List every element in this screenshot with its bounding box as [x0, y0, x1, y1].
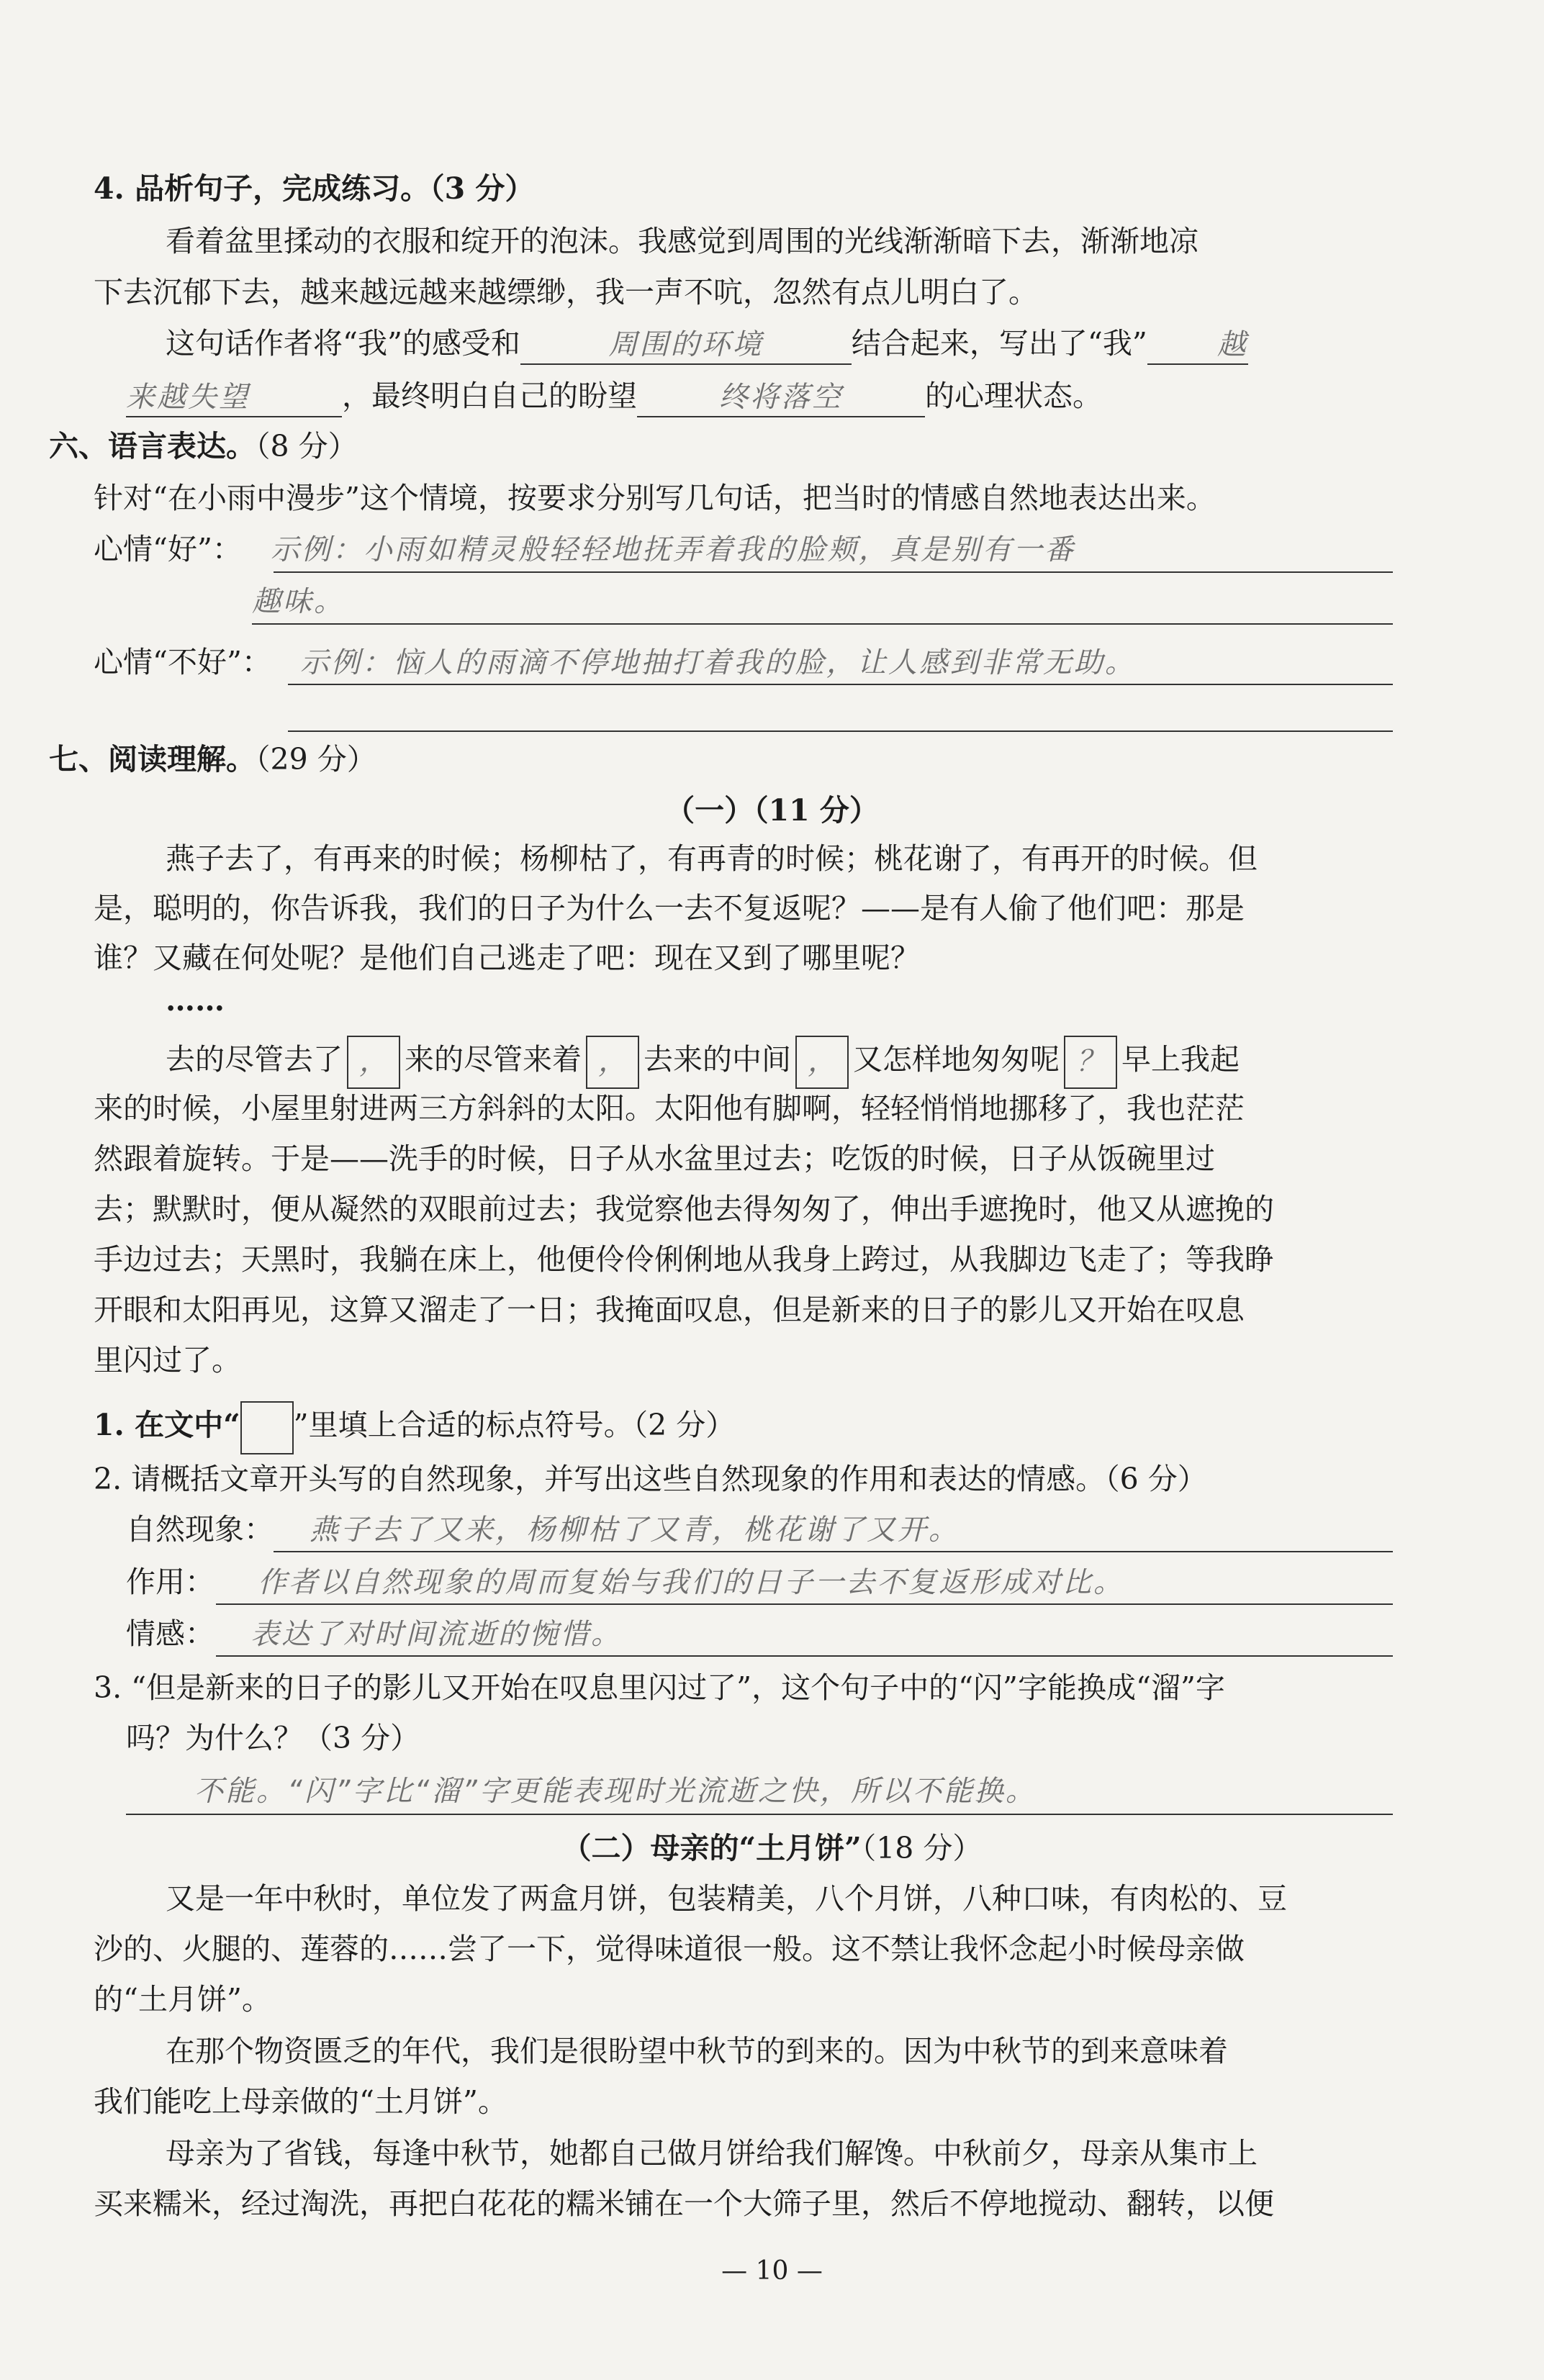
- q2-label: 自然现象：: [126, 1512, 274, 1547]
- passage-1-line: 开眼和太阳再见，这算又溜走了一日；我掩面叹息，但是新来的日子的影儿又开始在叹息: [94, 1293, 1245, 1327]
- handwritten-answer: 周围的环境: [608, 328, 764, 361]
- passage-text: 又怎样地匆匆呢: [853, 1042, 1060, 1077]
- q2-label: 作用：: [126, 1565, 215, 1599]
- answer-blank[interactable]: [1147, 325, 1248, 365]
- passage-2-line: 我们能吃上母亲做的“土月饼”。: [94, 2084, 507, 2119]
- section-6-heading: 六、语言表达。（8 分）: [49, 429, 358, 463]
- q4-text: 的心理状态。: [925, 379, 1102, 413]
- passage-1-line: 然跟着旋转。于是——洗手的时候，日子从水盆里过去；吃饭的时候，日子从饭碗里过: [94, 1141, 1215, 1176]
- q2-label: 情感：: [126, 1616, 215, 1651]
- s6-good-cont: [252, 579, 1544, 623]
- answer-line[interactable]: [288, 684, 1393, 685]
- passage-text: 去的尽管去了: [166, 1042, 343, 1077]
- punct-box-4[interactable]: [1064, 1036, 1117, 1089]
- passage-text: 早上我起: [1121, 1042, 1240, 1077]
- punct-box-1[interactable]: [347, 1036, 400, 1089]
- good-mood-label: 心情“好”：: [94, 532, 242, 566]
- handwritten-answer: 不能。“闪”字比“溜”字更能表现时光流逝之快，所以不能换。: [194, 1775, 1037, 1808]
- handwritten-answer: 趣味。: [252, 585, 345, 618]
- passage-text: 去来的中间: [644, 1042, 791, 1077]
- answer-line[interactable]: [216, 1655, 1393, 1657]
- passage-2-line: 母亲为了省钱，每逢中秋节，她都自己做月饼给我们解馋。中秋前夕，母亲从集市上: [166, 2136, 1258, 2171]
- punct-box-2[interactable]: [586, 1036, 639, 1089]
- q4-quote-line: 下去沉郁下去，越来越远越来越缥缈，我一声不吭，忽然有点儿明白了。: [94, 275, 1038, 309]
- s6-bad-line: [94, 641, 1389, 684]
- passage-1-box-line: [166, 1031, 1461, 1089]
- handwritten-answer: ，: [598, 1044, 627, 1078]
- answer-blank[interactable]: [520, 325, 852, 365]
- passage-2-line: 的“土月饼”。: [94, 1982, 271, 2017]
- handwritten-answer: 越: [1216, 328, 1248, 361]
- answer-line[interactable]: [274, 571, 1393, 573]
- punct-box-3[interactable]: [795, 1036, 849, 1089]
- handwritten-answer: 终将落空: [719, 381, 843, 414]
- handwritten-answer: 示例：小雨如精灵般轻轻地抚弄着我的脸颊，真是别有一番: [270, 533, 1075, 566]
- q4-text: 这句话作者将“我”的感受和: [166, 326, 520, 361]
- passage-ellipsis: ……: [166, 983, 225, 1018]
- passage-1-line: 手边过去；天黑时，我躺在床上，他便伶伶俐俐地从我身上跨过，从我脚边飞走了；等我睁: [94, 1242, 1274, 1277]
- q1-text: ”里填上合适的标点符号。（2 分）: [293, 1408, 736, 1442]
- q2-effect-line: [126, 1560, 1422, 1604]
- q4-text: ，最终明白自己的盼望: [342, 379, 637, 413]
- handwritten-answer: 作者以自然现象的周而复始与我们的日子一去不复返形成对比。: [258, 1566, 1124, 1599]
- q4-text: 结合起来，写出了“我”: [851, 326, 1147, 361]
- q4-title: 4. 品析句子，完成练习。（3 分）: [94, 171, 535, 206]
- s6-good-line: [94, 528, 1389, 571]
- answer-blank[interactable]: [126, 378, 342, 417]
- q3-prompt: 吗？为什么？（3 分）: [126, 1721, 420, 1755]
- passage-1-title: （一）（11 分）: [665, 793, 879, 828]
- handwritten-answer: ，: [808, 1044, 836, 1078]
- page-number: — 10 —: [721, 2256, 823, 2286]
- q4-quote-line: 看着盆里揉动的衣服和绽开的泡沫。我感觉到周围的光线渐渐暗下去，渐渐地凉: [166, 224, 1198, 258]
- passage-2-line: 在那个物资匮乏的年代，我们是很盼望中秋节的到来的。因为中秋节的到来意味着: [166, 2034, 1228, 2068]
- example-box: [240, 1401, 294, 1454]
- handwritten-answer: 表达了对时间流逝的惋惜。: [250, 1618, 622, 1651]
- passage-text: 来的尽管来着: [405, 1042, 582, 1077]
- answer-blank[interactable]: [637, 378, 925, 417]
- q4-fill-line-2: [126, 374, 1422, 417]
- answer-line[interactable]: [274, 1551, 1393, 1552]
- q4-fill-line-1: [166, 322, 1461, 365]
- handwritten-answer: ？: [1076, 1044, 1105, 1078]
- handwritten-answer: ，: [359, 1044, 388, 1078]
- q2-emotion-line: [126, 1612, 1422, 1656]
- handwritten-answer: 示例：恼人的雨滴不停地抽打着我的脸，让人感到非常无助。: [299, 646, 1136, 679]
- passage-1-line: 是，聪明的，你告诉我，我们的日子为什么一去不复返呢？——是有人偷了他们吧：那是: [94, 891, 1245, 926]
- bad-mood-label: 心情“不好”：: [94, 645, 271, 679]
- answer-line[interactable]: [216, 1603, 1393, 1605]
- section-7-heading: 七、阅读理解。（29 分）: [49, 742, 376, 777]
- passage-1-line: 来的时候，小屋里射进两三方斜斜的太阳。太阳他有脚啊，轻轻悄悄地挪移了，我也茫茫: [94, 1091, 1245, 1126]
- q2-natural-line: [126, 1508, 1422, 1552]
- answer-line[interactable]: [126, 1814, 1393, 1815]
- passage-1-line: 里闪过了。: [94, 1343, 241, 1377]
- passage-1-line: 谁？又藏在何处呢？是他们自己逃走了吧：现在又到了哪里呢？: [94, 941, 920, 975]
- handwritten-answer: 来越失望: [126, 381, 250, 414]
- passage-2-line: 沙的、火腿的、莲蓉的……尝了一下，觉得味道很一般。这不禁让我怀念起小时候母亲做: [94, 1932, 1245, 1966]
- answer-line[interactable]: [288, 730, 1393, 732]
- passage-2-line: 买来糯米，经过淘洗，再把白花花的糯米铺在一个大筛子里，然后不停地搅动、翻转，以便: [94, 2186, 1274, 2221]
- q3-prompt: 3. “但是新来的日子的影儿又开始在叹息里闪过了”，这个句子中的“闪”字能换成“溜”字: [94, 1670, 1225, 1705]
- q3-answer-line: [194, 1769, 1490, 1813]
- passage-2-line: 又是一年中秋时，单位发了两盒月饼，包装精美，八个月饼，八种口味，有肉松的、豆: [166, 1881, 1287, 1916]
- s6-prompt: 针对“在小雨中漫步”这个情境，按要求分别写几句话，把当时的情感自然地表达出来。: [94, 481, 1216, 515]
- handwritten-answer: 燕子去了又来，杨柳枯了又青，桃花谢了又开。: [310, 1513, 960, 1547]
- passage-1-line: 去；默默时，便从凝然的双眼前过去；我觉察他去得匆匆了，伸出手遮挽时，他又从遮挽的: [94, 1192, 1274, 1226]
- q2-prompt: 2. 请概括文章开头写的自然现象，并写出这些自然现象的作用和表达的情感。（6 分）: [94, 1462, 1207, 1496]
- passage-1-line: 燕子去了，有再来的时候；杨柳枯了，有再青的时候；桃花谢了，有再开的时候。但: [166, 841, 1258, 876]
- q1-text: 1. 在文中“: [94, 1408, 240, 1442]
- passage-2-title: （二）母亲的“土月饼”（18 分）: [561, 1831, 983, 1865]
- answer-line[interactable]: [252, 623, 1393, 625]
- q1-line: [94, 1396, 1389, 1454]
